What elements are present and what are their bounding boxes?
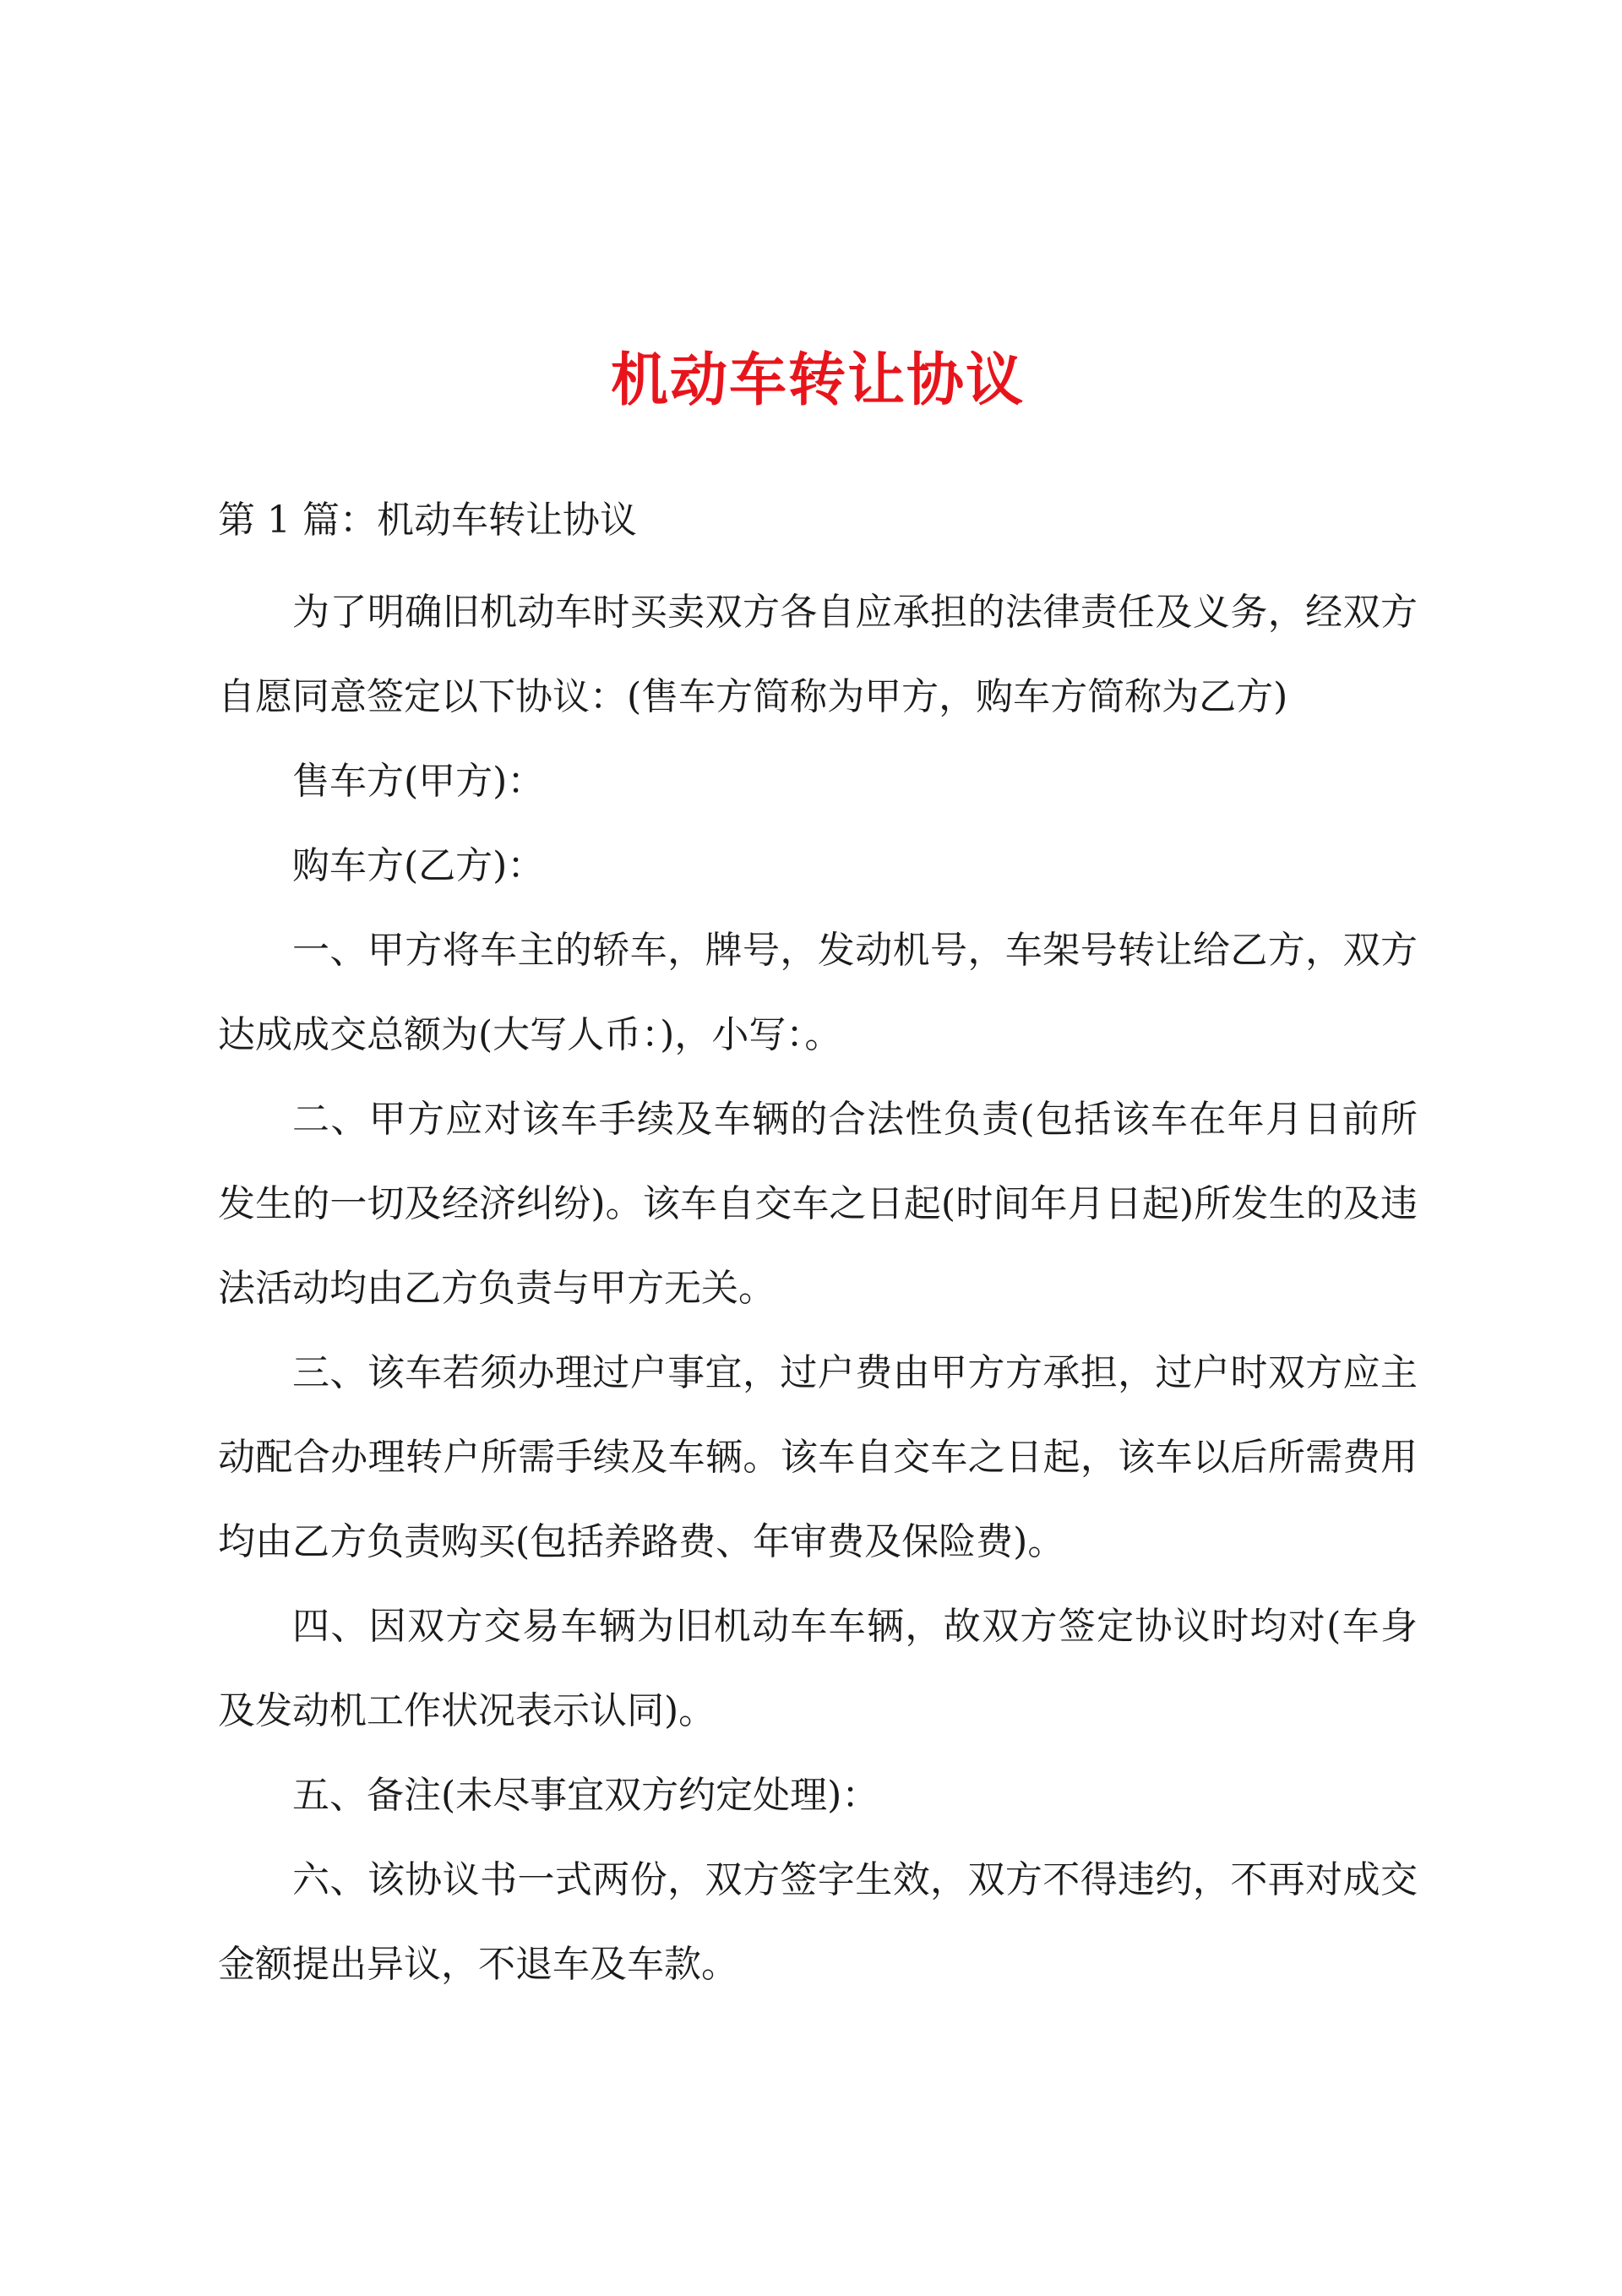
clause-4: 四、因双方交易车辆为旧机动车车辆，故双方签定协议时均对(车身及发动机工作状况表示认同)。	[218, 1605, 1418, 1732]
document-title: 机动车转让协议	[610, 346, 1025, 414]
clause-1: 一、甲方将车主的轿车，牌号，发动机号，车架号转让给乙方，双方达成成交总额为(大写人币：)，小写：。	[218, 929, 1418, 1056]
paragraph-seller: 售车方(甲方)：	[292, 760, 545, 803]
paragraph-intro: 为了明确旧机动车时买卖双方各自应承担的法律责任及义务，经双方自愿同意签定以下协议：(售车方简称为甲方，购车方简称为乙方)	[218, 591, 1418, 718]
clause-3: 三、该车若须办理过户事宜，过户费由甲方方承担，过户时双方应主动配合办理转户所需手续及车辆。该车自交车之日起，该车以后所需费用均由乙方负责购买(包括养路费、年审费及保险费)。	[218, 1351, 1418, 1563]
document-subtitle: 第 1 篇：机动车转让协议	[218, 499, 637, 542]
clause-5: 五、备注(未尽事宜双方约定处理)：	[292, 1774, 879, 1817]
document-body	[218, 570, 1418, 2007]
clause-2: 二、甲方应对该车手续及车辆的合法性负责(包括该车在年月日前所发生的一切及经济纠纷)。该车自交车之日起(时间年月日起)所发生的及违法活动均由乙方负责与甲方无关。	[218, 1098, 1418, 1310]
paragraph-buyer: 购车方(乙方)：	[292, 844, 545, 887]
clause-6: 六、该协议书一式两份，双方签字生效，双方不得违约，不再对成交金额提出异议，不退车及车款。	[218, 1858, 1418, 1986]
